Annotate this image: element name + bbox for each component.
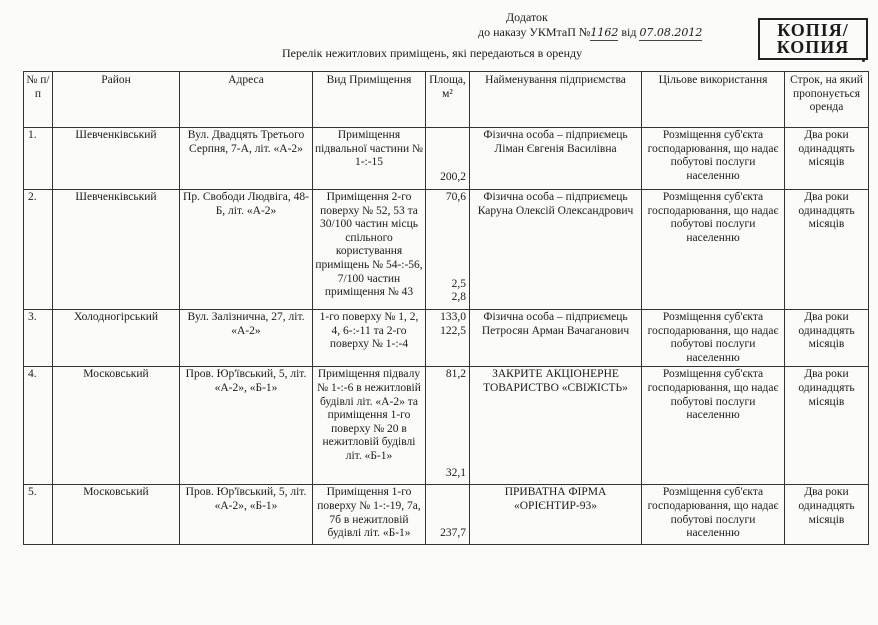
cell-company: Фізична особа – підприємець Каруна Олексій Олександрович (470, 190, 642, 310)
cell-term: Два роки одинадцять місяців (785, 190, 869, 310)
table-row (24, 128, 869, 190)
cell-usage: Розміщення суб'єкта господарювання, що надає побутові послуги населенню (642, 190, 785, 310)
copy-stamp (758, 18, 868, 60)
cell-num: 1. (24, 128, 53, 190)
cell-type: 1-го поверху № 1, 2, 4, 6-:-11 та 2-го поверху № 1-:-4 (313, 310, 426, 367)
cell-address: Пров. Юр'ївський, 5, літ. «А-2», «Б-1» (180, 367, 313, 485)
cell-num: 2. (24, 190, 53, 310)
area-value-top: 70,6 (445, 191, 466, 203)
area-value-bottom: 237,7 (440, 526, 466, 539)
order-reference (478, 25, 702, 41)
cell-area (426, 128, 470, 190)
cell-num: 4. (24, 367, 53, 485)
premises-table (23, 71, 869, 545)
order-date: 07.08.2012 (639, 26, 703, 39)
cell-area (426, 485, 470, 545)
cell-type: Приміщення 2-го поверху № 52, 53 та 30/100 частин місць спільного користування приміщень № 54-:-56, 7/100 частин приміщення № 43 (313, 190, 426, 310)
cell-type: Приміщення 1-го поверху № 1-:-19, 7а, 7б в нежитловій будівлі літ. «Б-1» (313, 485, 426, 545)
cell-area (426, 367, 470, 485)
table-row (24, 190, 869, 310)
cell-district: Холодногірський (53, 310, 180, 367)
cell-term: Два роки одинадцять місяців (785, 485, 869, 545)
table-row (24, 485, 869, 545)
table-row (24, 367, 869, 485)
table-row (24, 310, 869, 367)
col-header-num: № п/п (24, 72, 53, 128)
cell-district: Шевченківський (53, 128, 180, 190)
area-value-top: 133,0 122,5 (440, 311, 466, 337)
cell-area (426, 310, 470, 367)
table-header-row (24, 72, 869, 128)
area-value-bottom: 2,5 2,8 (451, 277, 466, 304)
cell-type: Приміщення підвальної частини № 1-:-15 (313, 128, 426, 190)
order-prefix: до наказу УКМтаП № (478, 25, 591, 39)
cell-area (426, 190, 470, 310)
area-value-bottom: 32,1 (445, 466, 466, 479)
cell-company: ЗАКРИТЕ АКЦІОНЕРНЕ ТОВАРИСТВО «СВІЖІСТЬ» (470, 367, 642, 485)
cell-district: Московський (53, 367, 180, 485)
cell-term: Два роки одинадцять місяців (785, 128, 869, 190)
order-number: 1162 (590, 26, 619, 39)
cell-type: Приміщення підвалу № 1-:-6 в нежитловій будівлі літ. «А-2» та приміщення 1-го поверху № 20 в нежитловій будівлі літ. «Б-1» (313, 367, 426, 485)
appendix-label: Додаток (506, 10, 548, 24)
area-value-top: 81,2 (445, 368, 466, 381)
area-value-bottom: 200,2 (440, 171, 466, 184)
cell-address: Пр. Свободи Людвіга, 48-Б, літ. «А-2» (180, 190, 313, 310)
cell-usage: Розміщення суб'єкта господарювання, що надає побутові послуги населенню (642, 367, 785, 485)
cell-term: Два роки одинадцять місяців (785, 310, 869, 367)
cell-company: Фізична особа – підприємець Петросян Арман Вачаганович (470, 310, 642, 367)
order-date-prefix: від (621, 25, 637, 39)
col-header-usage: Цільове використання (642, 72, 785, 128)
cell-address: Вул. Залізнична, 27, літ. «А-2» (180, 310, 313, 367)
col-header-company: Найменування підприємства (470, 72, 642, 128)
cell-num: 5. (24, 485, 53, 545)
cell-company: ПРИВАТНА ФІРМА «ОРІЄНТИР-93» (470, 485, 642, 545)
cell-term: Два роки одинадцять місяців (785, 367, 869, 485)
cell-address: Вул. Двадцять Третього Серпня, 7-А, літ. «А-2» (180, 128, 313, 190)
col-header-district: Район (53, 72, 180, 128)
cell-company: Фізична особа – підприємець Ліман Євгенія Василівна (470, 128, 642, 190)
stamp-line-2: КОПИЯ (776, 37, 850, 57)
cell-district: Шевченківський (53, 190, 180, 310)
cell-address: Пров. Юр'ївський, 5, літ. «А-2», «Б-1» (180, 485, 313, 545)
cell-usage: Розміщення суб'єкта господарювання, що надає побутові послуги населенню (642, 485, 785, 545)
cell-district: Московський (53, 485, 180, 545)
document-title: Перелік нежитлових приміщень, які передаються в оренду (282, 46, 583, 60)
stamp-line-1: КОПІЯ/ (777, 20, 849, 40)
col-header-term: Строк, на який пропонується оренда (785, 72, 869, 128)
cell-usage: Розміщення суб'єкта господарювання, що надає побутові послуги населенню (642, 310, 785, 367)
cell-num: 3. (24, 310, 53, 367)
stamp-mark (862, 59, 865, 62)
col-header-type: Вид Приміщення (313, 72, 426, 128)
cell-usage: Розміщення суб'єкта господарювання, що надає побутові послуги населенню (642, 128, 785, 190)
col-header-area: Площа, м² (426, 72, 470, 128)
col-header-address: Адреса (180, 72, 313, 128)
